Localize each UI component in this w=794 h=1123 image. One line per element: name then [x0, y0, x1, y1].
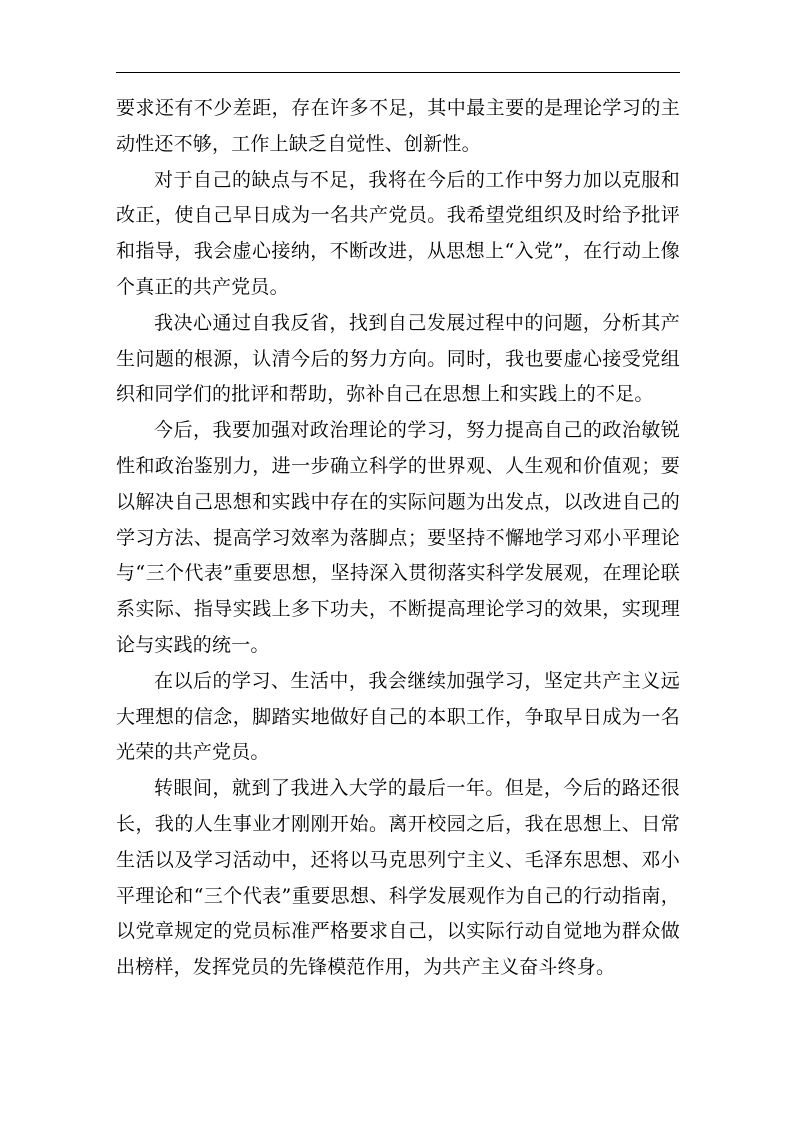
paragraph: 转眼间，就到了我进入大学的最后一年。但是，今后的路还很长，我的人生事业才刚刚开始。离开校园之后，我在思想上、日常生活以及学习活动中，还将以马克思列宁主义、毛泽东思想、邓小平理论和“三个代表”重要思想、科学发展观作为自己的行动指南，以党章规定的党员标准严格要求自己，以实际行动自觉地为群众做出榜样，发挥党员的先锋模范作用，为共产主义奋斗终身。: [116, 777, 680, 979]
paragraph: 今后，我要加强对政治理论的学习，努力提高自己的政治敏锐性和政治鉴别力，进一步确立科学的世界观、人生观和价值观；要以解决自己思想和实践中存在的实际问题为出发点，以改进自己的学习方法、提高学习效率为落脚点；要坚持不懈地学习邓小平理论与“三个代表”重要思想，坚持深入贯彻落实科学发展观，在理论联系实际、指导实践上多下功夫，不断提高理论学习的效果，实现理论与实践的统一。: [116, 419, 680, 656]
paragraph: 要求还有不少差距，存在许多不足，其中最主要的是理论学习的主动性还不够，工作上缺乏自觉性、创新性。: [116, 97, 680, 155]
paragraph: 对于自己的缺点与不足，我将在今后的工作中努力加以克服和改正，使自己早日成为一名共产党员。我希望党组织及时给予批评和指导，我会虚心接纳，不断改进，从思想上“入党”，在行动上像个真正的共产党员。: [116, 168, 680, 298]
document-body: [116, 91, 680, 986]
paragraph: 我决心通过自我反省，找到自己发展过程中的问题，分析其产生问题的根源，认清今后的努力方向。同时，我也要虚心接受党组织和同学们的批评和帮助，弥补自己在思想上和实践上的不足。: [116, 311, 680, 406]
paragraph: 在以后的学习、生活中，我会继续加强学习，坚定共产主义远大理想的信念，脚踏实地做好自己的本职工作，争取早日成为一名光荣的共产党员。: [116, 669, 680, 764]
header-rule: [116, 72, 680, 73]
